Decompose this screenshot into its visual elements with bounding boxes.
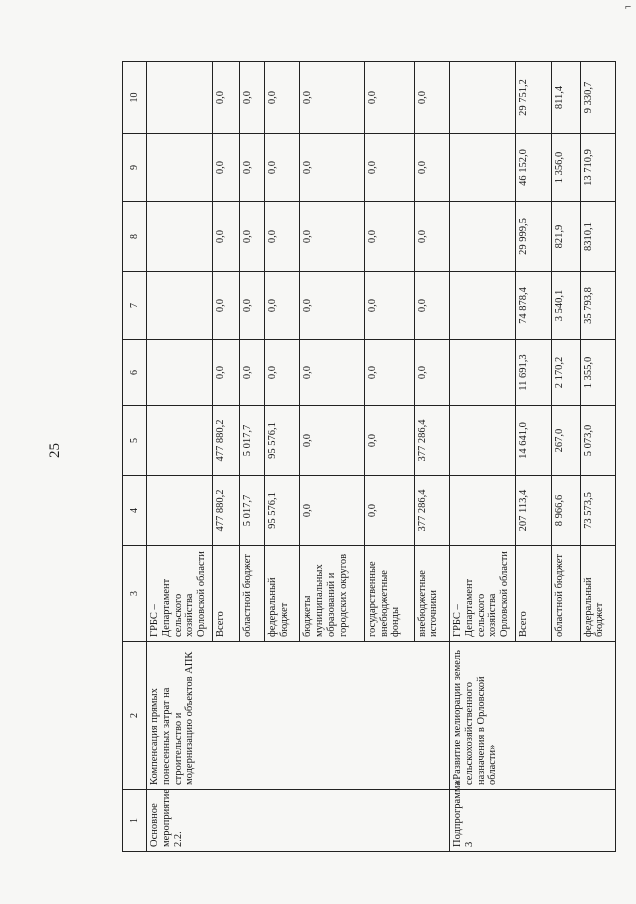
value-cell: 0,0: [240, 134, 265, 202]
value-cell: 0,0: [364, 476, 414, 546]
source-label: Всего: [516, 546, 551, 642]
page-number: 25: [47, 443, 63, 458]
value-cell: 0,0: [300, 272, 364, 340]
source-label: федеральный бюджет: [580, 546, 615, 642]
value-cell: 0,0: [414, 202, 449, 272]
value-cell: 0,0: [300, 340, 364, 406]
value-cell: 0,0: [414, 340, 449, 406]
source-label: областной бюджет: [240, 546, 265, 642]
header-row: [123, 62, 147, 852]
value-cell: 0,0: [364, 202, 414, 272]
value-cell: 0,0: [265, 202, 300, 272]
value-cell: 0,0: [364, 62, 414, 134]
value-cell: 3 540,1: [551, 272, 580, 340]
source-label: внебюджетные источники: [414, 546, 449, 642]
value-cell: 0,0: [300, 202, 364, 272]
source-label: Всего: [213, 546, 240, 642]
value-cell: 1 355,0: [580, 340, 615, 406]
value-cell: 811,4: [551, 62, 580, 134]
value-cell: 0,0: [300, 134, 364, 202]
value-cell: 0,0: [240, 62, 265, 134]
value-cell: 9 330,7: [580, 62, 615, 134]
header-cell: 7: [123, 272, 147, 340]
corner-mark: ⌐: [625, 1, 632, 13]
value-cell: 74 878,4: [516, 272, 551, 340]
header-cell: 1: [123, 790, 147, 852]
table-row: [147, 62, 213, 852]
value-cell: 0,0: [300, 476, 364, 546]
header-cell: 10: [123, 62, 147, 134]
value-cell: 0,0: [364, 272, 414, 340]
value-cell: 377 286,4: [414, 476, 449, 546]
value-cell: 0,0: [414, 62, 449, 134]
value-cell: 8310,1: [580, 202, 615, 272]
table-row: [450, 62, 516, 852]
measure-title: Компенсация прямых понесенных затрат на строительство и модернизацию объектов АПК: [147, 642, 450, 790]
value-cell: 477 880,2: [213, 406, 240, 476]
subprogram-code: Подпрограмма 3: [450, 790, 616, 852]
value-cell: 0,0: [364, 340, 414, 406]
value-cell: 377 286,4: [414, 406, 449, 476]
value-cell: 73 573,5: [580, 476, 615, 546]
grbs-label: ГРБС – Департамент сельского хозяйства Орловской области: [450, 546, 516, 642]
value-cell: 0,0: [265, 134, 300, 202]
value-cell: 95 576,1: [265, 476, 300, 546]
value-cell: 11 691,3: [516, 340, 551, 406]
source-label: бюджеты муниципальных образований и городских округов: [300, 546, 364, 642]
header-cell: 8: [123, 202, 147, 272]
value-cell: 0,0: [213, 340, 240, 406]
value-cell: 0,0: [240, 202, 265, 272]
value-cell: 0,0: [213, 272, 240, 340]
measure-code: Основное мероприятие 2.2.: [147, 790, 450, 852]
value-cell: 13 710,9: [580, 134, 615, 202]
value-cell: 0,0: [265, 272, 300, 340]
header-cell: 6: [123, 340, 147, 406]
value-cell: 0,0: [364, 406, 414, 476]
value-cell: 0,0: [265, 340, 300, 406]
value-cell: 0,0: [213, 202, 240, 272]
value-cell: 2 170,2: [551, 340, 580, 406]
value-cell: 821,9: [551, 202, 580, 272]
header-cell: 4: [123, 476, 147, 546]
value-cell: 0,0: [240, 272, 265, 340]
value-cell: 0,0: [414, 134, 449, 202]
value-cell: 8 966,6: [551, 476, 580, 546]
source-label: государственные внебюджетные фонды: [364, 546, 414, 642]
value-cell: 5 017,7: [240, 406, 265, 476]
value-cell: 46 152,0: [516, 134, 551, 202]
header-cell: 9: [123, 134, 147, 202]
value-cell: 1 356,0: [551, 134, 580, 202]
value-cell: 267,0: [551, 406, 580, 476]
value-cell: 0,0: [213, 134, 240, 202]
subprogram-title: «Развитие мелиорации земель сельскохозяйственного назначения в Орловской области»: [450, 642, 616, 790]
value-cell: 477 880,2: [213, 476, 240, 546]
rotated-table-container: [122, 62, 616, 852]
header-cell: 3: [123, 546, 147, 642]
value-cell: 0,0: [265, 62, 300, 134]
value-cell: 207 113,4: [516, 476, 551, 546]
budget-table: [122, 61, 616, 852]
value-cell: 0,0: [364, 134, 414, 202]
value-cell: 5 073,0: [580, 406, 615, 476]
header-cell: 5: [123, 406, 147, 476]
value-cell: 14 641,0: [516, 406, 551, 476]
value-cell: 5 017,7: [240, 476, 265, 546]
value-cell: 0,0: [240, 340, 265, 406]
value-cell: 35 793,8: [580, 272, 615, 340]
header-cell: 2: [123, 642, 147, 790]
value-cell: 0,0: [300, 406, 364, 476]
value-cell: 29 751,2: [516, 62, 551, 134]
grbs-label: ГРБС – Департамент сельского хозяйства Орловской области: [147, 546, 213, 642]
source-label: федеральный бюджет: [265, 546, 300, 642]
source-label: областной бюджет: [551, 546, 580, 642]
value-cell: 95 576,1: [265, 406, 300, 476]
value-cell: 0,0: [414, 272, 449, 340]
value-cell: 0,0: [213, 62, 240, 134]
value-cell: 29 999,5: [516, 202, 551, 272]
value-cell: 0,0: [300, 62, 364, 134]
